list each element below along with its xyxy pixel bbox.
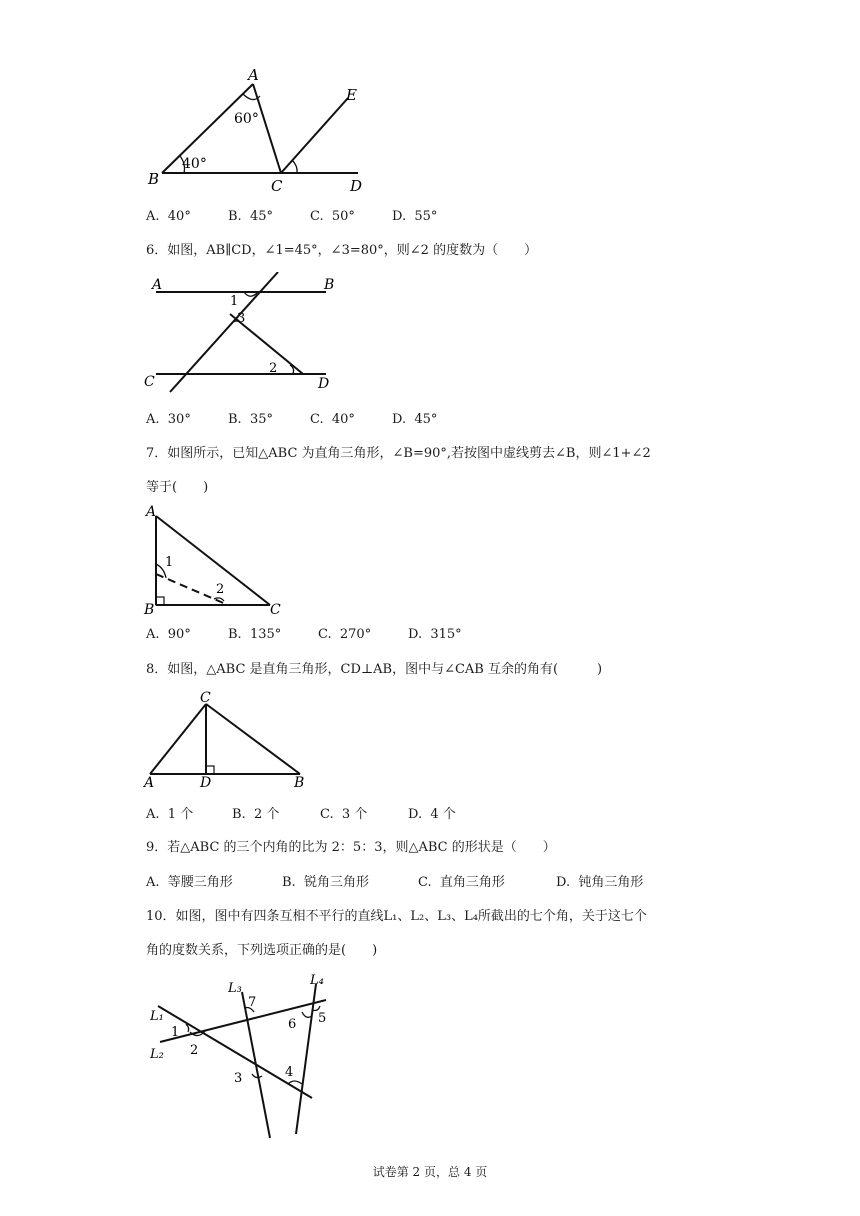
- q9-option-a: A. 等腰三角形: [146, 875, 233, 890]
- q7-right-angle-mark: [156, 597, 164, 605]
- q6-angle-3: 3: [237, 311, 246, 326]
- q9-option-d: D. 钝角三角形: [556, 875, 644, 890]
- q10-angle-3: 3: [234, 1071, 243, 1086]
- q5-option-a: A. 40°: [146, 209, 191, 224]
- q10-angle-5: 5: [318, 1011, 327, 1026]
- q5-option-c: C. 50°: [310, 209, 355, 224]
- q5-angle-b: 40°: [182, 156, 207, 172]
- q10-angle-6: 6: [288, 1017, 297, 1032]
- q8-label-b: B: [294, 775, 305, 790]
- q6-label-c: C: [144, 374, 155, 390]
- q8-label-a: A: [144, 775, 155, 790]
- q10-arc-4: [288, 1081, 302, 1084]
- q10-stem-line1: 10．如图，图中有四条互相不平行的直线L₁、L₂、L₃、L₄所截出的七个角，关于这七个: [146, 909, 647, 924]
- q8-figure: [140, 690, 320, 790]
- q5-label-e: E: [346, 86, 357, 104]
- q8-option-d: D. 4 个: [408, 807, 456, 822]
- q5-arc-c: [292, 160, 297, 173]
- q5-line-ce: [281, 98, 348, 173]
- q5-figure: [140, 60, 380, 195]
- q7-stem-line1: 7．如图所示，已知△ABC 为直角三角形，∠B=90°,若按图中虚线剪去∠B，则∠1+∠2: [146, 446, 651, 461]
- page-footer: 试卷第 2 页，总 4 页: [372, 1165, 488, 1179]
- q7-figure: [140, 502, 300, 617]
- q8-right-angle-mark: [206, 766, 214, 774]
- q5-label-b: B: [148, 170, 160, 188]
- q9-stem: 9．若△ABC 的三个内角的比为 2：5：3，则△ABC 的形状是（ ）: [146, 840, 556, 855]
- q6-figure: [140, 272, 340, 397]
- q7-option-b: B. 135°: [228, 627, 282, 642]
- q6-stem: 6．如图，AB∥CD，∠1=45°，∠3=80°，则∠2 的度数为（ ）: [146, 243, 538, 258]
- q10-label-l1: L₁: [150, 1009, 164, 1024]
- q8-option-c: C. 3 个: [320, 807, 368, 822]
- q5-label-d: D: [350, 177, 363, 195]
- q5-line-ac: [253, 84, 281, 173]
- q10-label-l2: L₂: [150, 1047, 164, 1062]
- q10-label-l4: L₄: [310, 973, 324, 988]
- q8-line-ac: [150, 704, 206, 774]
- q8-label-c: C: [200, 690, 211, 706]
- q9-option-c: C. 直角三角形: [418, 875, 505, 890]
- q5-line-ab: [162, 84, 253, 173]
- q10-label-l3: L₃: [228, 981, 242, 996]
- q10-figure: [140, 970, 340, 1142]
- q10-stem-line2: 角的度数关系，下列选项正确的是( ): [146, 943, 378, 958]
- q7-option-c: C. 270°: [318, 627, 372, 642]
- q5-option-d: D. 55°: [392, 209, 438, 224]
- q5-angle-a: 60°: [234, 111, 259, 127]
- q10-angle-2: 2: [190, 1043, 199, 1058]
- q7-label-a: A: [146, 504, 157, 520]
- q6-option-b: B. 35°: [228, 412, 273, 427]
- q5-option-b: B. 45°: [228, 209, 273, 224]
- q10-line-l3: [242, 992, 270, 1138]
- q7-stem-line2: 等于( ): [146, 480, 209, 495]
- q7-option-d: D. 315°: [408, 627, 462, 642]
- q7-option-a: A. 90°: [146, 627, 191, 642]
- q8-option-a: A. 1 个: [146, 807, 194, 822]
- q9-option-b: B. 锐角三角形: [282, 875, 369, 890]
- q6-option-a: A. 30°: [146, 412, 191, 427]
- q10-angle-7: 7: [248, 995, 257, 1010]
- q6-label-d: D: [318, 376, 330, 392]
- q10-arc-6: [302, 1012, 312, 1017]
- q6-angle-1: 1: [230, 294, 239, 309]
- q10-angle-1: 1: [171, 1025, 180, 1040]
- q8-line-cb: [206, 704, 300, 774]
- q6-angle-2: 2: [269, 361, 278, 376]
- q6-label-a: A: [152, 277, 163, 293]
- q6-option-d: D. 45°: [392, 412, 438, 427]
- q8-option-b: B. 2 个: [232, 807, 280, 822]
- q6-label-b: B: [324, 277, 335, 293]
- q7-label-c: C: [270, 602, 281, 617]
- q7-label-b: B: [144, 602, 155, 617]
- q5-label-a: A: [248, 66, 259, 84]
- q6-option-c: C. 40°: [310, 412, 355, 427]
- q7-angle-2: 2: [216, 582, 225, 597]
- q10-angle-4: 4: [285, 1065, 294, 1080]
- q8-stem: 8．如图，△ABC 是直角三角形，CD⊥AB，图中与∠CAB 互余的角有( ): [146, 662, 603, 677]
- q8-label-d: D: [200, 775, 212, 790]
- q5-label-c: C: [271, 177, 283, 195]
- q7-angle-1: 1: [165, 555, 174, 570]
